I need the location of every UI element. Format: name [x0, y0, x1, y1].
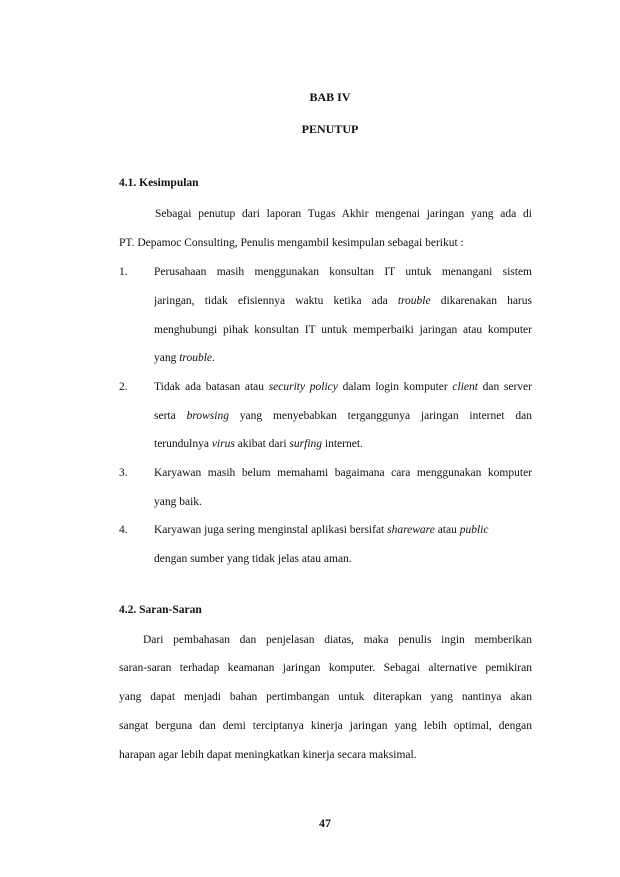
- list-item-line: terundulnya virus akibat dari surfing internet.: [154, 438, 363, 450]
- chapter-label: BAB IV: [309, 90, 351, 104]
- list-item-line: yang trouble.: [154, 352, 215, 364]
- list-number: 2.: [119, 381, 128, 393]
- list-item-line: yang baik.: [154, 496, 202, 508]
- section-title-kesimpulan: 4.1. Kesimpulan: [119, 177, 199, 189]
- section-title-saran: 4.2. Saran-Saran: [119, 604, 202, 616]
- list-number: 3.: [119, 467, 128, 479]
- paragraph-line: harapan agar lebih dapat meningkatkan kinerja secara maksimal.: [119, 749, 417, 761]
- list-number: 1.: [119, 266, 128, 278]
- page-number: 47: [319, 816, 331, 830]
- list-item-line: serta browsing yang menyebabkan terganggunya jaringan internet dan: [154, 410, 532, 422]
- list-number: 4.: [119, 524, 128, 536]
- list-item-line: Karyawan masih belum memahami bagaimana cara menggunakan komputer: [154, 467, 532, 479]
- chapter-title: PENUTUP: [301, 122, 359, 136]
- list-item-line: Perusahaan masih menggunakan konsultan IT untuk menangani sistem: [154, 266, 532, 278]
- paragraph-line: yang dapat menjadi bahan pertimbangan untuk diterapkan yang nantinya akan: [119, 691, 532, 703]
- list-item-line: menghubungi pihak konsultan IT untuk memperbaiki jaringan atau komputer: [154, 324, 532, 336]
- list-item-line: Tidak ada batasan atau security policy dalam login komputer client dan server: [154, 381, 532, 393]
- list-item-line: Karyawan juga sering menginstal aplikasi bersifat shareware atau public: [154, 524, 489, 536]
- paragraph-line: PT. Depamoc Consulting, Penulis mengambil kesimpulan sebagai berikut :: [119, 237, 464, 249]
- paragraph-line: saran-saran terhadap keamanan jaringan komputer. Sebagai alternative pemikiran: [119, 662, 532, 674]
- paragraph-line: sangat berguna dan demi terciptanya kinerja jaringan yang lebih optimal, dengan: [119, 720, 532, 732]
- list-item-line: jaringan, tidak efisiennya waktu ketika ada trouble dikarenakan harus: [154, 295, 532, 307]
- paragraph-line: Dari pembahasan dan penjelasan diatas, maka penulis ingin memberikan: [143, 634, 532, 646]
- list-item-line: dengan sumber yang tidak jelas atau aman.: [154, 553, 352, 565]
- paragraph-line: Sebagai penutup dari laporan Tugas Akhir mengenai jaringan yang ada di: [155, 208, 532, 220]
